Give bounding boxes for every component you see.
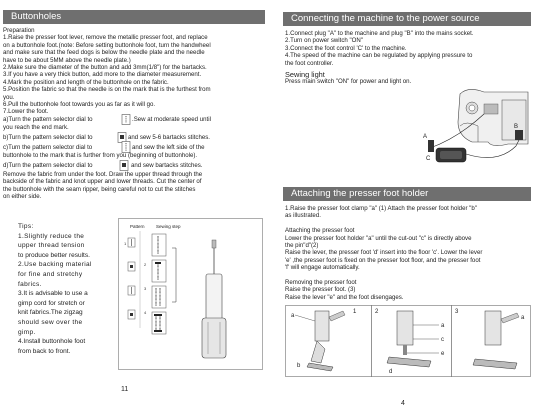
fig-letter: d xyxy=(389,369,393,375)
line: Removing the presser foot xyxy=(285,279,357,287)
step-c-line3 xyxy=(3,152,197,159)
step-a-line3 xyxy=(3,124,69,131)
step-a xyxy=(3,116,93,123)
step-c-text: c)Turn the pattern selector dial to xyxy=(3,144,93,151)
panel-number: 3 xyxy=(455,309,459,315)
line: Raise the lever "e" and the foot disengages. xyxy=(285,293,404,301)
step-c-text-3: buttonhole to the mark that is further from you (beginning of buttonhole). xyxy=(3,152,198,159)
step-number: 4 xyxy=(144,310,147,315)
step-c-text-2: and sew the left side of the xyxy=(132,144,205,151)
step-b-text: b)Turn the pattern selector dial to xyxy=(3,134,93,141)
section-title-buttonholes xyxy=(3,10,265,24)
line: 4.Mark the position and length of the buttonhole on the fabric. xyxy=(3,78,169,86)
right-page xyxy=(268,0,535,413)
plug-label-c: C xyxy=(426,156,431,162)
section-title-connecting xyxy=(283,12,531,26)
step-c xyxy=(3,144,92,151)
plug-label-b: B xyxy=(514,124,519,130)
blank-line xyxy=(285,220,482,227)
tip-line: from back to front. xyxy=(18,347,71,355)
step-a-text-2: .Sew at moderate speed until xyxy=(132,116,211,123)
blank-line xyxy=(285,272,482,279)
line: 3.Connect the foot control 'C' to the machine. xyxy=(285,44,407,52)
line: as illustrated. xyxy=(285,212,321,220)
sewing-step-label: Sewing step xyxy=(156,224,181,229)
step-a-cont xyxy=(132,116,211,123)
line: 5.Position the fabric so that the needle is on the mark that is the furthest from xyxy=(3,86,211,94)
step-b xyxy=(3,134,93,141)
line: 'f' will engage automatically. xyxy=(285,264,360,272)
tip-line: 2.Use backing material xyxy=(18,261,92,269)
line: have to be about 5MM above the needle plate.) xyxy=(3,56,131,64)
panel-number: 1 xyxy=(353,309,357,315)
fig-letter: a xyxy=(291,313,295,319)
panel-number: 2 xyxy=(375,309,379,315)
tip-line: to produce better results. xyxy=(18,251,90,259)
line: 1.Raise the presser foot lever, remove the metallic presser foot, and replace xyxy=(3,34,208,42)
tip-line: for fine and stretchy xyxy=(18,270,83,278)
title-text: Attaching the presser foot holder xyxy=(291,188,429,199)
title-text: Connecting the machine to the power source xyxy=(291,13,480,24)
line: on a buttonhole foot.(note: Before setting buttonhole foot, turn the handwheel xyxy=(3,41,211,49)
buttonhole-steps-figure xyxy=(118,218,263,370)
power-connection-figure xyxy=(388,86,533,186)
step-d-text-2: and sew bartacks stitches. xyxy=(131,162,203,169)
line: 1.Connect plug "A" to the machine and plug "B" into the mains socket. xyxy=(285,30,474,37)
tip-line: gimp cord for stretch or xyxy=(18,299,85,307)
connect-instructions xyxy=(285,30,474,67)
line: the buttonhole with the seam ripper, being careful not to cut the stitches xyxy=(3,185,196,193)
dial-icon-d xyxy=(119,160,129,171)
tip-line: knit fabrics.The zigzag xyxy=(18,309,83,317)
sewing-light-text: Press main switch "ON" for power and light on. xyxy=(285,78,412,85)
line: 4.The speed of the machine can be regulated by applying pressure to xyxy=(285,52,473,60)
tip-line: should sew over the xyxy=(18,318,83,326)
line: you. xyxy=(3,93,15,101)
step-b-cont xyxy=(128,134,210,141)
tip-line: 3.It is advisable to use a xyxy=(18,290,88,298)
line: 1.Raise the presser foot clamp "a" (1) Attach the presser foot holder "b" xyxy=(285,205,477,212)
line: 'e' ,the presser foot is fixed on the presser foot floor, and the presser foot xyxy=(285,256,481,264)
fig-letter: a xyxy=(521,315,525,321)
tips-heading: Tips: xyxy=(18,223,34,230)
line: Attaching the presser foot xyxy=(285,227,355,235)
tips-list xyxy=(18,222,92,356)
tip-line: upper thread tension xyxy=(18,242,85,250)
tip-line: fabrics. xyxy=(18,280,42,288)
line: the pin"d"(2) xyxy=(285,242,319,250)
line: Preparation xyxy=(3,27,35,34)
line: backside of the fabric and knot upper and lower threads. Cut the center of xyxy=(3,178,202,186)
line: the foot controller. xyxy=(285,59,334,67)
line: Raise the presser foot. (3) xyxy=(285,286,356,294)
step-number: 2 xyxy=(144,262,147,267)
fig-letter: c xyxy=(441,337,444,343)
fig-letter: b xyxy=(297,363,301,369)
line: Lower the presser foot holder "a" until the cut-out "c" is directly above xyxy=(285,234,472,242)
pattern-label: Pattern xyxy=(130,224,145,229)
tip-line: gimp. xyxy=(18,328,36,336)
fig-letter: e xyxy=(441,351,445,357)
presser-foot-figure xyxy=(285,305,531,377)
fig-letter: a xyxy=(441,323,445,329)
tip-line: 4.Install buttonhole foot xyxy=(18,338,86,346)
section-title-attaching xyxy=(283,187,531,201)
line: 6.Pull the buttonhole foot towards you as far as it will go. xyxy=(3,101,156,109)
remove-fabric-text xyxy=(3,171,202,201)
step-d xyxy=(3,162,93,169)
tip-line: 1.Slightly reduce the xyxy=(18,232,85,240)
sewing-light-heading: Sewing light xyxy=(285,70,325,79)
dial-icon-a xyxy=(121,114,131,125)
line: on either side. xyxy=(3,193,42,201)
line: 7.Lower the foot. xyxy=(3,108,49,116)
preparation-instructions xyxy=(3,27,211,116)
left-page xyxy=(0,0,267,413)
step-number: 3 xyxy=(144,286,147,291)
title-text: Buttonholes xyxy=(11,11,62,22)
line: 3.If you have a very thick button, add more to the diameter measurement. xyxy=(3,71,202,79)
plug-label-a: A xyxy=(423,134,428,140)
step-a-text: a)Turn the pattern selector dial to xyxy=(3,116,93,123)
step-d-text: d)Turn the pattern selector dial to xyxy=(3,162,93,169)
step-number: 1 xyxy=(124,241,127,246)
line: and make sure that the feed dogs is below the needle plate and the needle xyxy=(3,49,205,57)
line: Raise the lever, the presser foot 'd' insert into the floor 'c'. Lower the lever xyxy=(285,249,483,257)
step-d-cont xyxy=(131,162,202,169)
step-b-text-2: and sew 5-6 bartacks stitches. xyxy=(128,134,210,141)
line: 2.Make sure the diameter of the button and add 3mm(1/8") for the bartacks. xyxy=(3,64,207,72)
step-c-cont xyxy=(132,144,205,151)
line: Remove the fabric from under the foot. Draw the upper thread through the xyxy=(3,171,203,178)
step-a-text-3: you reach the end mark. xyxy=(3,124,69,131)
attach-instructions xyxy=(285,205,482,301)
line: 2.Turn on power switch "ON" xyxy=(285,37,363,45)
page-number-right: 4 xyxy=(401,400,405,407)
page-number-left: 11 xyxy=(121,386,129,393)
